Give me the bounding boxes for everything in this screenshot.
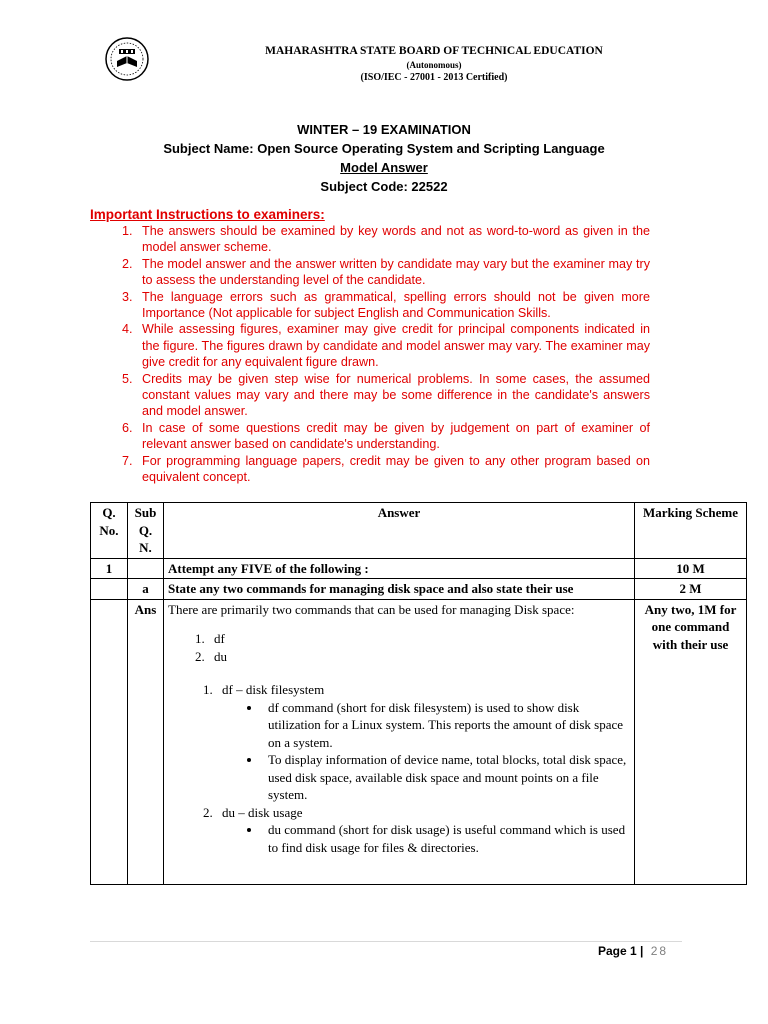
subject-name: Subject Name: Open Source Operating System and Scripting Language [163,141,605,156]
question-text: State any two commands for managing disk space and also state their use [164,579,635,600]
df-detail [216,681,630,804]
list-item: 1. df [208,630,630,648]
list-item: • df command (short for disk filesystem) is used to show disk utilization for a Linux system. This reports the amount of disk space on a system. [262,699,630,752]
list-item: • du command (short for disk usage) is useful command which is used to find disk usage for files & directories. [262,821,630,856]
page-footer [598,944,668,958]
command-list [168,630,630,665]
model-answer-table [90,502,747,885]
instruction-item: 4. While assessing figures, examiner may give credit for principal components indicated in the figure. The figures drawn by candidate and model answer may vary. The examiner may give credit for any equivalent figure drawn. [136,321,650,370]
instructions-list [90,223,650,486]
list-item: 2. du [208,648,630,666]
exam-title: WINTER – 19 EXAMINATION [297,122,471,137]
board-name: MAHARASHTRA STATE BOARD OF TECHNICAL EDUCATION [265,45,603,57]
header-qno: Q. No. [91,503,128,559]
df-points [222,699,630,804]
instruction-item: 6. In case of some questions credit may be given by judgement on part of examiner of relevant answer based on candidate's understanding. [136,420,650,453]
model-answer-label: Model Answer [340,160,428,175]
page-number: Page 1 | [598,944,644,958]
du-title: du – disk usage [222,804,303,820]
total-pages: 28 [650,944,669,958]
sub-question: a [128,579,164,600]
question-marks: 2 M [635,579,747,600]
df-title: df – disk filesystem [222,682,325,697]
instruction-item: 1. The answers should be examined by key words and not as word-to-word as given in the model answer scheme. [136,223,650,256]
table-header-row [91,503,747,559]
du-detail [216,804,630,857]
answer-text [164,599,635,884]
header-marking: Marking Scheme [635,503,747,559]
instructions-title: Important Instructions to examiners: [90,207,325,222]
instructions-section [90,207,650,486]
table-row [91,599,747,884]
header-answer: Answer [164,503,635,559]
sub-question [128,558,164,579]
question-number [91,579,128,600]
table-row [91,579,747,600]
du-points [222,821,630,856]
footer-divider [90,941,682,942]
table-row [91,558,747,579]
question-text: Attempt any FIVE of the following : [164,558,635,579]
sub-question: Ans [128,599,164,884]
command-detail-list [168,681,630,856]
question-number [91,599,128,884]
list-item: • To display information of device name, total blocks, total disk space, used disk space, available disk space and mount points on a file system. [262,751,630,804]
question-marks: 10 M [635,558,747,579]
instruction-item: 2. The model answer and the answer written by candidate may vary but the examiner may try to assess the understanding level of the candidate. [136,256,650,289]
question-number: 1 [91,558,128,579]
answer-intro: There are primarily two commands that can be used for managing Disk space: [168,601,575,617]
header-subq: Sub Q. N. [128,503,164,559]
certification-label: (ISO/IEC - 27001 - 2013 Certified) [360,72,508,83]
instruction-item: 7. For programming language papers, credit may be given to any other program based on equivalent concept. [136,453,650,486]
marking-scheme-note: Any two, 1M for one command with their use [635,599,747,884]
autonomous-label: (Autonomous) [406,60,462,70]
subject-code: Subject Code: 22522 [320,179,448,194]
instruction-item: 5. Credits may be given step wise for numerical problems. In some cases, the assumed constant values may vary and there may be some difference in the candidate's answers and model answer. [136,371,650,420]
instruction-item: 3. The language errors such as grammatical, spelling errors should not be given more Importance (Not applicable for subject English and Communication Skills. [136,289,650,322]
